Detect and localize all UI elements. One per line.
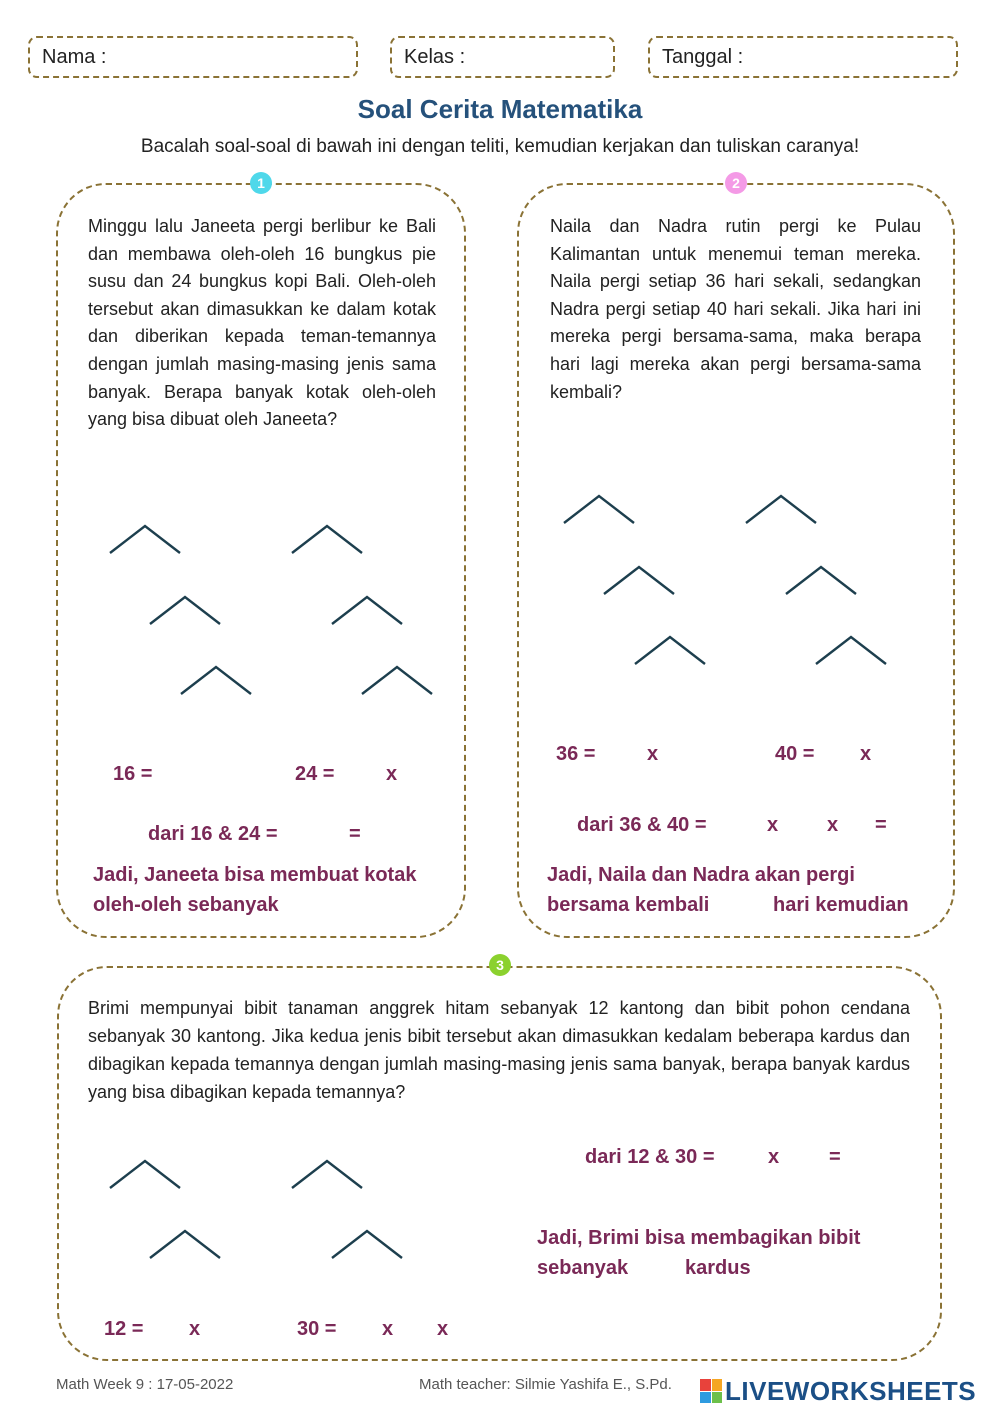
times-sign: x — [827, 814, 839, 836]
problem-1-from-label: dari 16 & 24 = — [148, 823, 278, 845]
factor-tree-branch-icon — [785, 565, 857, 595]
liveworksheets-brand: LIVEWORKSHEETS — [725, 1375, 977, 1406]
problem-3-badge: 3 — [489, 954, 511, 976]
problem-3-conclusion-line-1: Jadi, Brimi bisa membagikan bibit — [537, 1227, 861, 1249]
factor-tree-branch-icon — [331, 1229, 403, 1259]
problem-2-factor-b: 40 = — [775, 743, 815, 765]
equals-sign: = — [349, 823, 361, 845]
problem-3-factor-b: 30 = — [297, 1318, 337, 1340]
problem-2-from-label: dari 36 & 40 = — [577, 814, 707, 836]
date-field[interactable] — [648, 36, 958, 78]
factor-tree-branch-icon — [815, 635, 887, 665]
times-sign: x — [768, 1146, 780, 1168]
factor-tree-branch-icon — [109, 1159, 181, 1189]
factor-tree-branch-icon — [149, 1229, 221, 1259]
factor-tree-branch-icon — [109, 524, 181, 554]
problem-1-text: Minggu lalu Janeeta pergi berlibur ke Bali dan membawa oleh-oleh 16 bungkus pie susu dan 24 bungkus kopi Bali. Oleh-oleh tersebut akan dimasukkan ke dalam kotak dan diberikan kepada teman-temannya dengan jumlah masing-masing jenis sama banyak. Berapa banyak kotak oleh-oleh yang bisa dibuat oleh Janeeta? — [88, 216, 436, 430]
footer-left: Math Week 9 : 17-05-2022 — [56, 1376, 234, 1393]
problem-2-badge: 2 — [725, 172, 747, 194]
times-sign: x — [860, 743, 872, 765]
factor-tree-branch-icon — [603, 565, 675, 595]
problem-1-conclusion-line-1: Jadi, Janeeta bisa membuat kotak — [93, 864, 417, 886]
problem-1-conclusion-line-2: oleh-oleh sebanyak — [93, 894, 279, 916]
factor-tree-branch-icon — [563, 494, 635, 524]
equals-sign: = — [875, 814, 887, 836]
times-sign: x — [189, 1318, 201, 1340]
problem-2-factor-a: 36 = — [556, 743, 596, 765]
date-label: Tanggal : — [662, 46, 744, 68]
problem-2-conclusion-line-2a: bersama kembali — [547, 894, 710, 916]
problem-1-factor-b: 24 = — [295, 763, 335, 785]
problem-2-conclusion-line-1: Jadi, Naila dan Nadra akan pergi — [547, 864, 855, 886]
problem-3-conclusion-line-2b: kardus — [685, 1257, 751, 1279]
class-label: Kelas : — [404, 46, 466, 68]
equals-sign: = — [829, 1146, 841, 1168]
page-title: Soal Cerita Matematika — [357, 94, 643, 124]
factor-tree-branch-icon — [361, 665, 433, 695]
problem-3-factor-a: 12 = — [104, 1318, 144, 1340]
factor-tree-branch-icon — [291, 524, 363, 554]
instruction: Bacalah soal-soal di bawah ini dengan teliti, kemudian kerjakan dan tuliskan caranya! — [140, 136, 860, 157]
liveworksheets-logo-icon — [700, 1379, 722, 1403]
times-sign: x — [767, 814, 779, 836]
factor-tree-branch-icon — [331, 595, 403, 625]
problem-2-text: Naila dan Nadra rutin pergi ke Pulau Kalimantan untuk menemui teman mereka. Naila pergi setiap 36 hari sekali, sedangkan Nadra pergi setiap 40 hari sekali. Jika hari ini mereka pergi bersama-sama, maka berapa hari lagi mereka akan pergi bersama-sama kembali? — [550, 216, 921, 402]
factor-tree-branch-icon — [745, 494, 817, 524]
problem-1-factor-a: 16 = — [113, 763, 153, 785]
factor-tree-branch-icon — [149, 595, 221, 625]
name-field[interactable] — [28, 36, 358, 78]
times-sign: x — [437, 1318, 449, 1340]
factor-tree-branch-icon — [180, 665, 252, 695]
problem-3-from-label: dari 12 & 30 = — [585, 1146, 715, 1168]
name-label: Nama : — [42, 46, 107, 68]
factor-tree-branch-icon — [634, 635, 706, 665]
times-sign: x — [386, 763, 398, 785]
times-sign: x — [382, 1318, 394, 1340]
footer-right: Math teacher: Silmie Yashifa E., S.Pd. — [419, 1376, 672, 1393]
problem-3-text: Brimi mempunyai bibit tanaman anggrek hitam sebanyak 12 kantong dan bibit pohon cendana sebanyak 30 kantong. Jika kedua jenis bibit tersebut akan dimasukkan kedalam beberapa kardus dan dibagikan kepada temannya dengan jumlah masing-masing jenis sama banyak, berapa banyak kardus yang bisa dibagikan kepada temannya? — [88, 998, 910, 1102]
class-field[interactable] — [390, 36, 615, 78]
factor-tree-branch-icon — [291, 1159, 363, 1189]
problem-2-conclusion-line-2b: hari kemudian — [773, 894, 909, 916]
liveworksheets-logo[interactable] — [700, 1376, 976, 1406]
times-sign: x — [647, 743, 659, 765]
problem-3-conclusion-line-2a: sebanyak — [537, 1257, 629, 1279]
problem-1-badge: 1 — [250, 172, 272, 194]
